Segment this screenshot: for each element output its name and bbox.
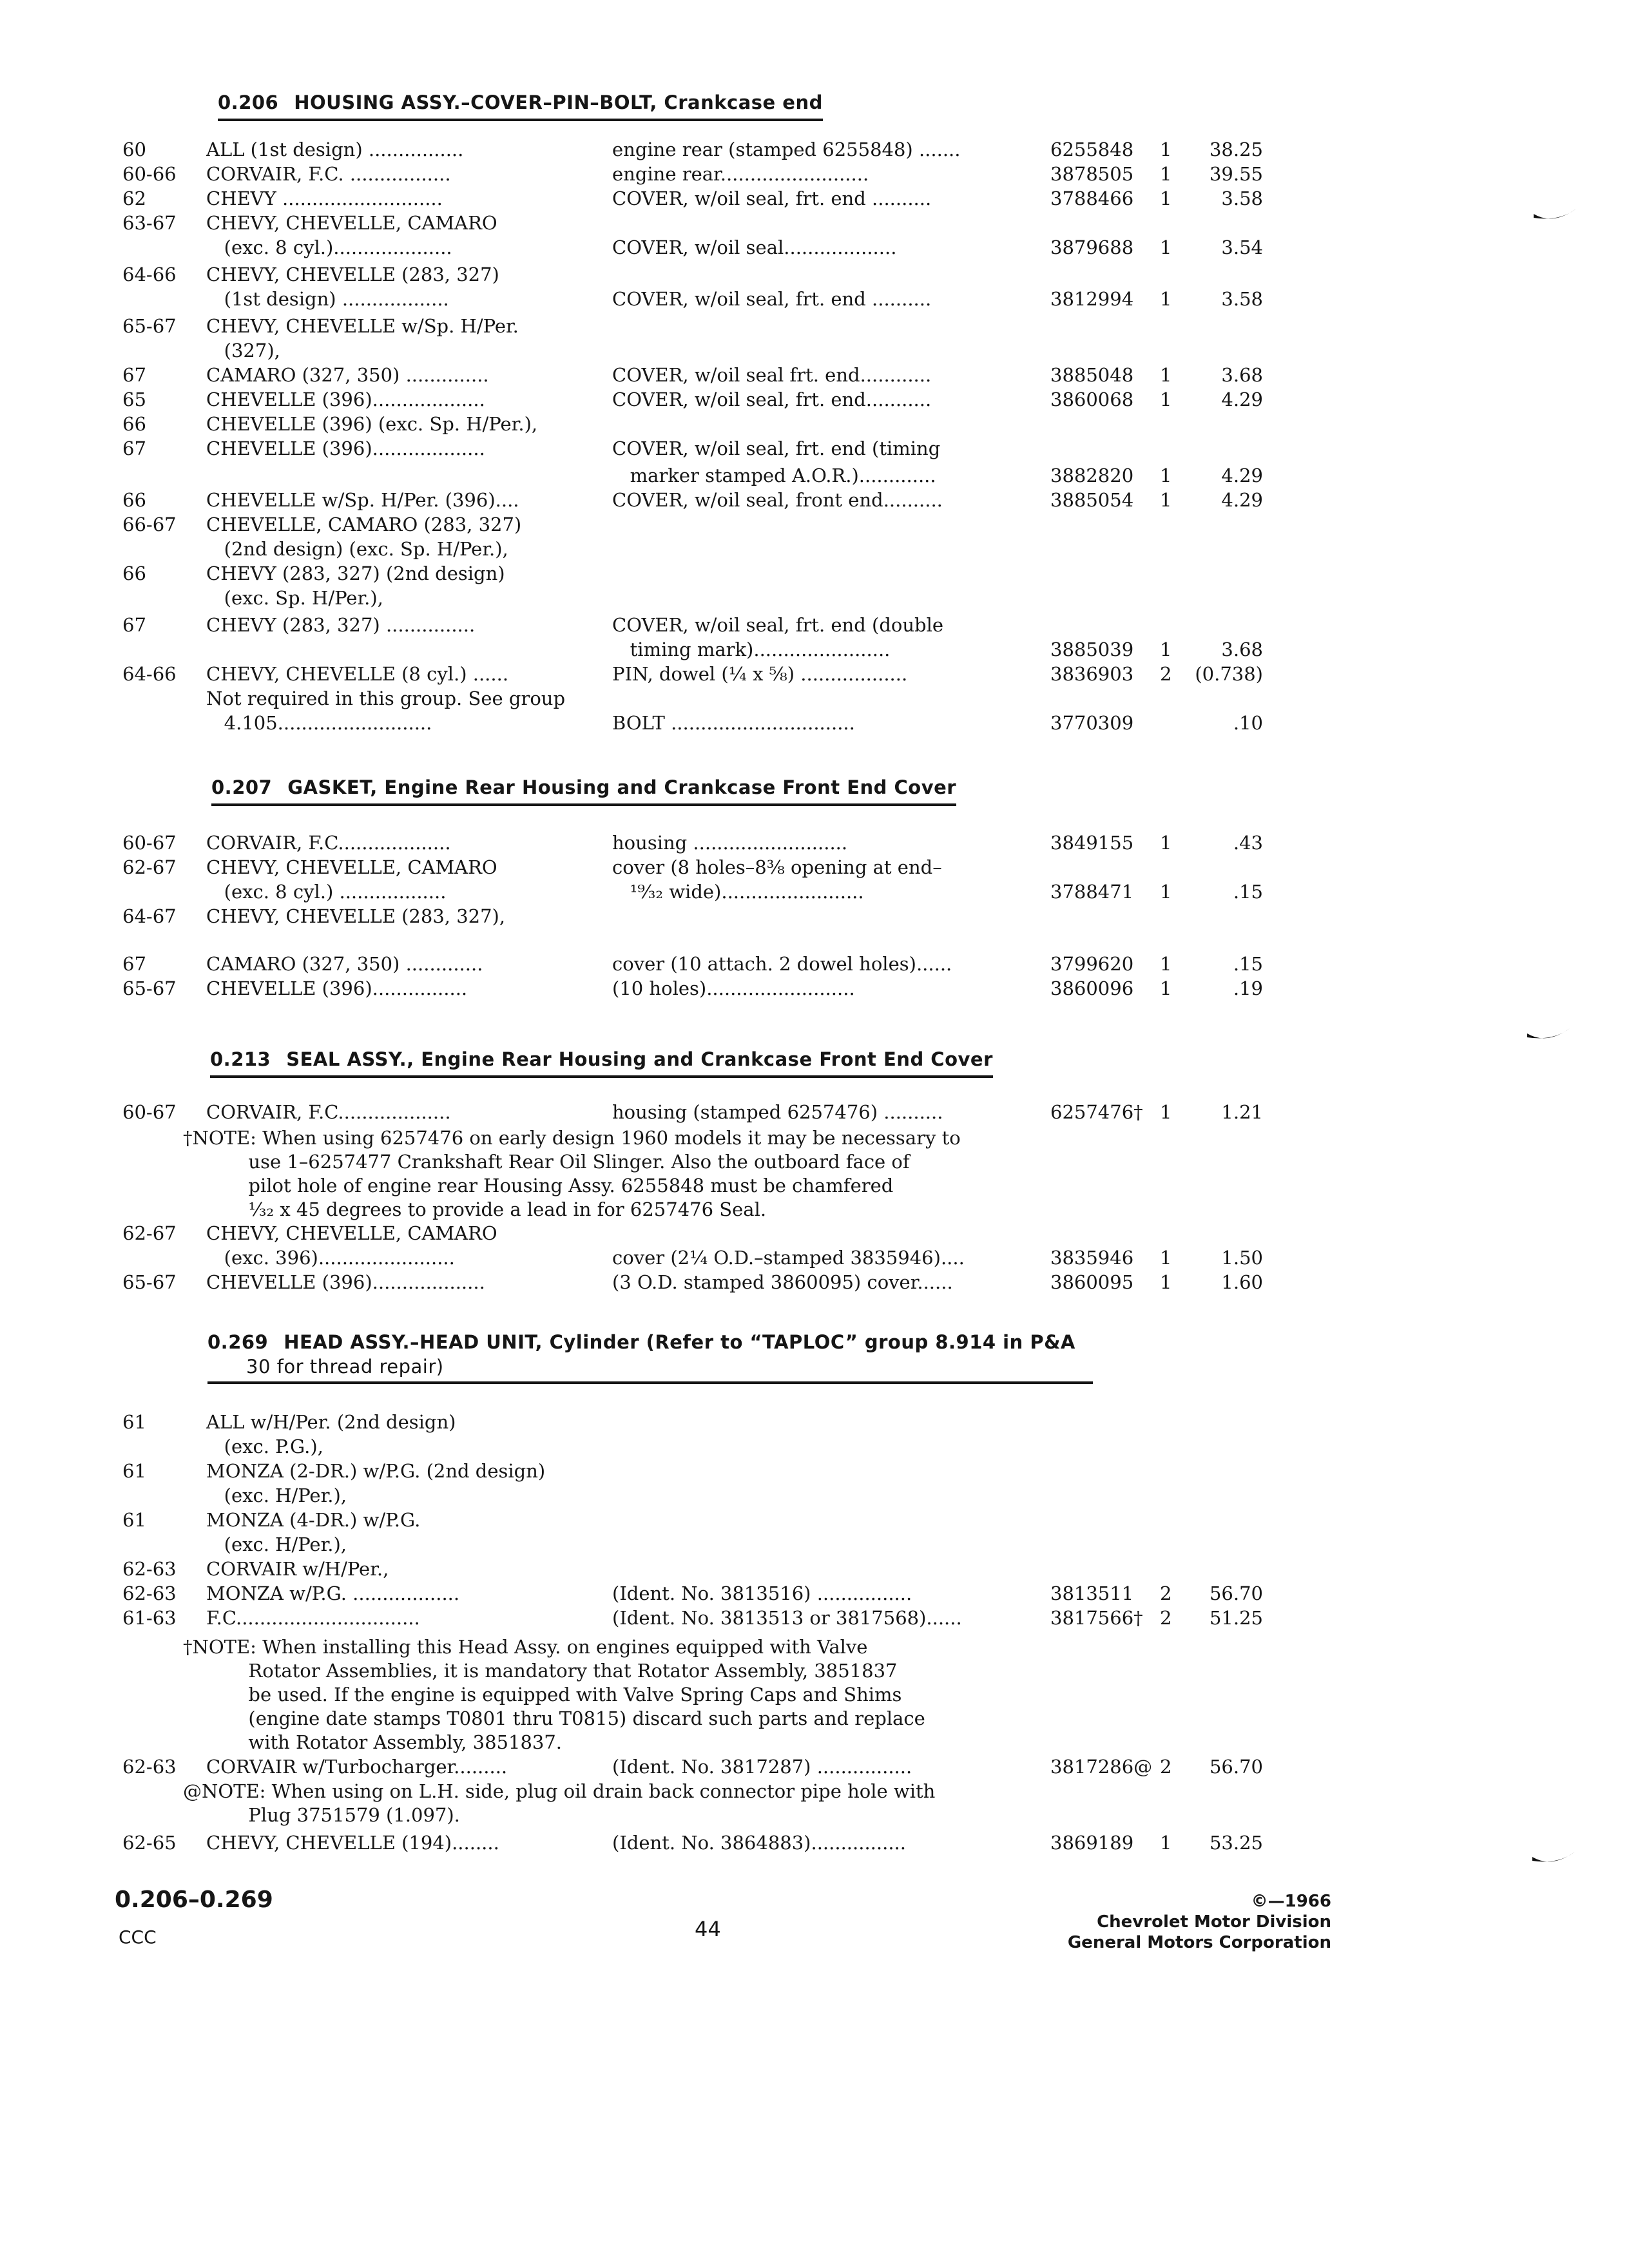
description: COVER, w/oil seal, frt. end .......... — [612, 288, 932, 310]
quantity: 1 — [1160, 1271, 1172, 1293]
section-heading: GASKET, Engine Rear Housing and Crankcase Front End Cover — [287, 776, 957, 798]
section-heading: HEAD ASSY.–HEAD UNIT, Cylinder (Refer to “TAPLOC” group 8.914 in P&A — [284, 1331, 1075, 1353]
model-year: 67 — [122, 364, 146, 386]
part-number: 3885039 — [1050, 639, 1134, 660]
section-title-0213 — [210, 1047, 993, 1078]
price: 51.25 — [1209, 1607, 1263, 1629]
price: 3.68 — [1221, 639, 1263, 660]
application: MONZA (2-DR.) w/P.G. (2nd design) — [206, 1460, 546, 1482]
price: 38.25 — [1209, 139, 1263, 160]
description: cover (10 attach. 2 dowel holes)...... — [612, 953, 952, 975]
application: CAMARO (327, 350) ............. — [206, 953, 483, 975]
part-row — [0, 1220, 1629, 1246]
part-row — [0, 1434, 1629, 1459]
section-underline — [207, 1381, 1093, 1384]
part-row — [0, 686, 1629, 711]
part-row — [0, 1581, 1629, 1606]
application: (exc. P.G.), — [206, 1436, 323, 1457]
part-row — [0, 710, 1629, 736]
section-number: 0.269 — [207, 1331, 269, 1353]
application: CHEVELLE (396)................... — [206, 437, 485, 459]
model-year: 67 — [122, 953, 146, 975]
price: 56.70 — [1209, 1582, 1263, 1604]
section-heading: HOUSING ASSY.–COVER–PIN–BOLT, Crankcase end — [294, 91, 823, 113]
application: CHEVELLE w/Sp. H/Per. (396).... — [206, 489, 519, 511]
part-number: 3813511 — [1050, 1582, 1134, 1604]
price: 4.29 — [1221, 489, 1263, 511]
application: CHEVY ........................... — [206, 187, 443, 209]
model-year: 67 — [122, 614, 146, 636]
application: CORVAIR w/H/Per., — [206, 1558, 389, 1580]
description: COVER, w/oil seal, frt. end (timing — [612, 437, 941, 459]
price: 1.50 — [1221, 1247, 1263, 1269]
note-6257476: †NOTE: When using 6257476 on early design 1960 models it may be necessary to use 1–6257477 Crankshaft Rear Oil Slinger. Also the outboard face of pilot hole of engine rear Housing Assy. 6255848 must be chamfered ¹⁄₃₂ x 45 degrees to provide a lead in for 6257476 Seal. — [183, 1127, 961, 1220]
price: 3.68 — [1221, 364, 1263, 386]
part-number: 3849155 — [1050, 832, 1134, 854]
application: (exc. 396)....................... — [206, 1247, 455, 1269]
application: 4.105.......................... — [206, 712, 432, 734]
application: (327), — [206, 340, 280, 361]
quantity: 2 — [1160, 1756, 1172, 1778]
application: CORVAIR, F.C. ................. — [206, 163, 451, 185]
application: CHEVELLE, CAMARO (283, 327) — [206, 514, 522, 535]
part-row — [0, 612, 1629, 638]
application: Not required in this group. See group — [206, 687, 566, 709]
description: COVER, w/oil seal, front end.......... — [612, 489, 943, 511]
section-title-0207 — [211, 775, 956, 806]
model-year: 60-67 — [122, 832, 177, 854]
part-row — [0, 262, 1629, 287]
application: (exc. Sp. H/Per.), — [206, 587, 383, 609]
description: cover (2¼ O.D.–stamped 3835946).... — [612, 1247, 965, 1269]
application: (exc. H/Per.), — [206, 1533, 347, 1555]
model-year: 61 — [122, 1509, 146, 1531]
model-year: 62-63 — [122, 1558, 177, 1580]
part-number: 3885054 — [1050, 489, 1134, 511]
model-year: 63-67 — [122, 212, 177, 234]
description: (Ident. No. 3813513 or 3817568)...... — [612, 1607, 962, 1629]
quantity: 1 — [1160, 163, 1172, 185]
model-year: 60-66 — [122, 163, 177, 185]
footer-range: 0.206–0.269 — [115, 1887, 273, 1913]
part-row — [0, 1532, 1629, 1557]
application: MONZA (4-DR.) w/P.G. — [206, 1509, 421, 1531]
section-number: 0.206 — [218, 91, 279, 113]
application: ALL w/H/Per. (2nd design) — [206, 1411, 456, 1433]
model-year: 65-67 — [122, 977, 177, 999]
part-row — [0, 1605, 1629, 1631]
description: marker stamped A.O.R.)............. — [612, 465, 936, 486]
part-row — [0, 487, 1629, 513]
quantity: 1 — [1160, 288, 1172, 310]
part-row — [0, 512, 1629, 537]
section-heading-cont: 30 for thread repair) — [246, 1356, 444, 1378]
model-year: 67 — [122, 437, 146, 459]
quantity: 1 — [1160, 489, 1172, 511]
part-row — [0, 186, 1629, 211]
model-year: 66 — [122, 489, 146, 511]
description: engine rear......................... — [612, 163, 869, 185]
model-year: 60-67 — [122, 1101, 177, 1123]
application: CHEVY, CHEVELLE (8 cyl.) ...... — [206, 663, 509, 685]
footer-code: CCC — [119, 1927, 157, 1948]
quantity: 1 — [1160, 1832, 1172, 1854]
application: CHEVY, CHEVELLE, CAMARO — [206, 856, 497, 878]
price: 3.54 — [1221, 236, 1263, 258]
model-year: 62 — [122, 187, 146, 209]
part-row — [0, 951, 1629, 977]
price: 39.55 — [1209, 163, 1263, 185]
quantity: 2 — [1160, 1607, 1172, 1629]
part-number: 3817286@ — [1050, 1756, 1153, 1778]
part-row — [0, 637, 1629, 662]
margin-mark-icon — [1527, 1028, 1570, 1043]
price: .43 — [1233, 832, 1263, 854]
section-title-0206 — [218, 90, 823, 121]
description: PIN, dowel (¼ x ⅝) .................. — [612, 663, 908, 685]
application: MONZA w/P.G. .................. — [206, 1582, 460, 1604]
part-number: 3799620 — [1050, 953, 1134, 975]
description: ¹⁹⁄₃₂ wide)........................ — [612, 881, 864, 903]
part-row — [0, 137, 1629, 162]
part-row — [0, 1483, 1629, 1508]
application: CHEVY, CHEVELLE (194)........ — [206, 1832, 499, 1854]
application: ALL (1st design) ................ — [206, 139, 464, 160]
application: CORVAIR, F.C................... — [206, 1101, 451, 1123]
part-number: 3882820 — [1050, 465, 1134, 486]
part-row — [0, 210, 1629, 236]
part-row — [0, 338, 1629, 363]
quantity: 1 — [1160, 389, 1172, 410]
part-number: 3860096 — [1050, 977, 1134, 999]
part-row — [0, 286, 1629, 312]
section-heading: SEAL ASSY., Engine Rear Housing and Crankcase Front End Cover — [286, 1048, 993, 1070]
application: CHEVELLE (396)................... — [206, 389, 485, 410]
quantity: 2 — [1160, 663, 1172, 685]
description: (Ident. No. 3813516) ................ — [612, 1582, 912, 1604]
description: cover (8 holes–8⅜ opening at end– — [612, 856, 942, 878]
application: CORVAIR w/Turbocharger......... — [206, 1756, 508, 1778]
part-row — [0, 879, 1629, 905]
part-row — [0, 661, 1629, 687]
application: CHEVY, CHEVELLE, CAMARO — [206, 1222, 497, 1244]
model-year: 65 — [122, 389, 146, 410]
description: (3 O.D. stamped 3860095) cover...... — [612, 1271, 953, 1293]
quantity: 1 — [1160, 953, 1172, 975]
quantity: 1 — [1160, 1101, 1172, 1123]
description: COVER, w/oil seal frt. end............ — [612, 364, 932, 386]
quantity: 1 — [1160, 139, 1172, 160]
price: .15 — [1233, 953, 1263, 975]
part-row — [0, 585, 1629, 611]
price: 4.29 — [1221, 389, 1263, 410]
description: (10 holes)......................... — [612, 977, 855, 999]
part-number: 3885048 — [1050, 364, 1134, 386]
application: CHEVY (283, 327) (2nd design) — [206, 562, 505, 584]
part-number: 3788466 — [1050, 187, 1134, 209]
price: .10 — [1233, 712, 1263, 734]
note-head-assy: †NOTE: When installing this Head Assy. on engines equipped with Valve Rotator Assemblies, it is mandatory that Rotator Assembly, 3851837 be used. If the engine is equipped with Valve Spring Caps and Shims (engine date stamps T0801 thru T0815) discard such parts and replace with Rotator Assembly, 3851837. — [183, 1636, 925, 1753]
section-number: 0.207 — [211, 776, 273, 798]
model-year: 61-63 — [122, 1607, 177, 1629]
part-row — [0, 463, 1629, 488]
model-year: 64-66 — [122, 264, 177, 285]
part-row — [0, 854, 1629, 880]
application: CHEVY, CHEVELLE, CAMARO — [206, 212, 497, 234]
price: .15 — [1233, 881, 1263, 903]
description: (Ident. No. 3817287) ................ — [612, 1756, 912, 1778]
application: CHEVY, CHEVELLE w/Sp. H/Per. — [206, 315, 519, 337]
part-row — [0, 436, 1629, 461]
part-number: 6257476† — [1050, 1101, 1143, 1123]
description: COVER, w/oil seal, frt. end........... — [612, 389, 932, 410]
application: CHEVY, CHEVELLE (283, 327), — [206, 905, 506, 927]
part-row — [0, 1245, 1629, 1271]
part-number: 3817566† — [1050, 1607, 1143, 1629]
price: 56.70 — [1209, 1756, 1263, 1778]
application: CHEVY (283, 327) ............... — [206, 614, 476, 636]
quantity: 1 — [1160, 465, 1172, 486]
part-row — [0, 1830, 1629, 1856]
model-year: 66 — [122, 562, 146, 584]
application: CAMARO (327, 350) .............. — [206, 364, 489, 386]
price: 4.29 — [1221, 465, 1263, 486]
description: engine rear (stamped 6255848) ....... — [612, 139, 961, 160]
model-year: 66 — [122, 413, 146, 435]
part-row — [0, 1754, 1629, 1780]
price: 3.58 — [1221, 288, 1263, 310]
model-year: 62-67 — [122, 856, 177, 878]
part-row — [0, 903, 1629, 929]
model-year: 60 — [122, 139, 146, 160]
note-turbo: @NOTE: When using on L.H. side, plug oil drain back connector pipe hole with Plug 3751579 (1.097). — [183, 1780, 936, 1826]
part-row — [0, 313, 1629, 339]
model-year: 64-66 — [122, 663, 177, 685]
price: 1.60 — [1221, 1271, 1263, 1293]
part-number: 3788471 — [1050, 881, 1134, 903]
part-row — [0, 536, 1629, 562]
model-year: 62-63 — [122, 1756, 177, 1778]
model-year: 66-67 — [122, 514, 177, 535]
part-number: 3879688 — [1050, 236, 1134, 258]
part-row — [0, 235, 1629, 260]
price: 53.25 — [1209, 1832, 1263, 1854]
part-number: 6255848 — [1050, 139, 1134, 160]
footer-division: Chevrolet Motor Division — [1097, 1912, 1331, 1932]
application: F.C............................... — [206, 1607, 420, 1629]
part-row — [0, 830, 1629, 856]
part-number: 3869189 — [1050, 1832, 1134, 1854]
part-row — [0, 975, 1629, 1001]
description: housing (stamped 6257476) .......... — [612, 1101, 943, 1123]
part-number: 3878505 — [1050, 163, 1134, 185]
quantity: 1 — [1160, 364, 1172, 386]
application: CHEVELLE (396)................... — [206, 1271, 485, 1293]
quantity: 1 — [1160, 881, 1172, 903]
description: COVER, w/oil seal................... — [612, 236, 897, 258]
price: .19 — [1233, 977, 1263, 999]
part-row — [0, 1409, 1629, 1435]
quantity: 1 — [1160, 187, 1172, 209]
part-number: 3812994 — [1050, 288, 1134, 310]
part-number: 3860068 — [1050, 389, 1134, 410]
model-year: 65-67 — [122, 1271, 177, 1293]
part-row — [0, 561, 1629, 586]
page-number: 44 — [695, 1917, 721, 1941]
description: BOLT ............................... — [612, 712, 855, 734]
quantity: 1 — [1160, 236, 1172, 258]
model-year: 64-67 — [122, 905, 177, 927]
application: CHEVELLE (396) (exc. Sp. H/Per.), — [206, 413, 538, 435]
quantity: 2 — [1160, 1582, 1172, 1604]
part-row — [0, 1556, 1629, 1582]
model-year: 65-67 — [122, 315, 177, 337]
section-title-0269 — [207, 1330, 1093, 1384]
part-row — [0, 1099, 1629, 1125]
model-year: 62-67 — [122, 1222, 177, 1244]
part-number: 3770309 — [1050, 712, 1134, 734]
part-row — [0, 1269, 1629, 1295]
quantity: 1 — [1160, 1247, 1172, 1269]
application: (1st design) .................. — [206, 288, 449, 310]
footer-corporation: General Motors Corporation — [1067, 1933, 1331, 1952]
description: COVER, w/oil seal, frt. end .......... — [612, 187, 932, 209]
part-row — [0, 387, 1629, 412]
description: timing mark)....................... — [612, 639, 891, 660]
model-year: 62-63 — [122, 1582, 177, 1604]
part-row — [0, 1507, 1629, 1533]
application: CHEVY, CHEVELLE (283, 327) — [206, 264, 499, 285]
quantity: 1 — [1160, 639, 1172, 660]
part-number: 3835946 — [1050, 1247, 1134, 1269]
description: (Ident. No. 3864883)................ — [612, 1832, 906, 1854]
price: 3.58 — [1221, 187, 1263, 209]
part-row — [0, 362, 1629, 388]
application: CORVAIR, F.C................... — [206, 832, 451, 854]
application: (exc. 8 cyl.).................... — [206, 236, 452, 258]
model-year: 62-65 — [122, 1832, 177, 1854]
application: (exc. H/Per.), — [206, 1485, 347, 1506]
quantity: 1 — [1160, 832, 1172, 854]
part-row — [0, 161, 1629, 187]
model-year: 61 — [122, 1411, 146, 1433]
price: 1.21 — [1221, 1101, 1263, 1123]
description: COVER, w/oil seal, frt. end (double — [612, 614, 944, 636]
part-number: 3836903 — [1050, 663, 1134, 685]
application: (2nd design) (exc. Sp. H/Per.), — [206, 538, 508, 560]
price: (0.738) — [1195, 663, 1263, 685]
part-number: 3860095 — [1050, 1271, 1134, 1293]
description: housing .......................... — [612, 832, 848, 854]
application: (exc. 8 cyl.) .................. — [206, 881, 447, 903]
part-row — [0, 1458, 1629, 1484]
quantity: 1 — [1160, 977, 1172, 999]
part-row — [0, 411, 1629, 437]
footer-copyright: ©—1966 — [1251, 1892, 1331, 1911]
section-number: 0.213 — [210, 1048, 271, 1070]
application: CHEVELLE (396)................ — [206, 977, 468, 999]
model-year: 61 — [122, 1460, 146, 1482]
